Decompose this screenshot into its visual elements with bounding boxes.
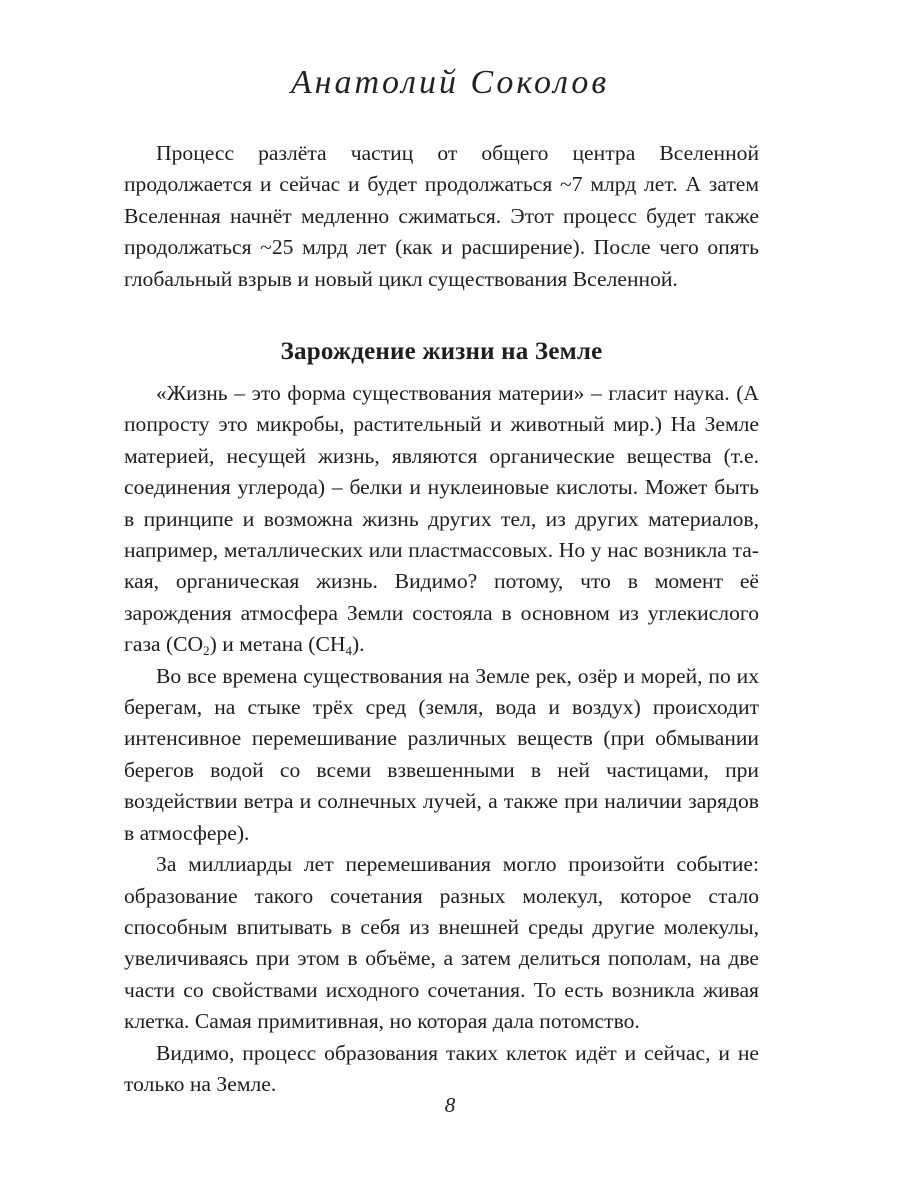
ch4-formula: $CH_4$ (315, 632, 352, 659)
paragraph-2: Во все времена существования на Земле рек, озёр и морей, по их берегам, на стыке трёх сред (земля, вода и воздух) происходит интенсивное перемешивание различных веществ (при обмывании берегов водой со всеми взвешенными в ней частицами, при воздействии ветра и солнечных лучей, а также при наличии зарядов в атмосфере). (124, 663, 759, 845)
paragraph-1 (124, 378, 759, 661)
co2-formula: $CO_2$ (173, 632, 210, 659)
intro-text (124, 138, 759, 295)
section-body (124, 378, 759, 1100)
paragraph-1-mid: ) и метана ( (209, 632, 316, 657)
running-header-author: Анатолий Соколов (290, 64, 610, 101)
intro-paragraph: Процесс разлёта частиц от общего центра Вселенной продолжается и сейчас и будет продолжаться ~7 млрд лет. А затем Вселенная начнёт медленно сжиматься. Этот процесс будет также продолжаться ~25 млрд лет (как и расширение). После чего опять глобальный взрыв и новый цикл существования Вселенной. (124, 141, 759, 291)
page-number: 8 (444, 1093, 456, 1117)
paragraph-3: За миллиарды лет перемешивания могло произойти событие: образование такого сочетания разных молекул, которое стало способным впитывать в себя из внешней среды другие молекулы, увеличиваясь при этом в объёме, а затем делиться пополам, на две части со свойствами исходного сочетания. То есть возникла живая клетка. Самая примитивная, но которая дала потомство. (124, 852, 759, 1034)
paragraph-1-main: «Жизнь – это форма существования материи» – гласит наука. (А попросту это микробы, растительный и животный мир.) На Земле материей, несущей жизнь, являются органические вещества (т.е. соединения углерода) – белки и нуклеиновые кислоты. Может быть в принципе и возможна жизнь других тел, из других материалов, например, металлических или пластмассовых. Но у нас возникла такая, органическая жизнь. Видимо? потому, что в момент её зарождения атмосфера Земли состояла в основном из углекислого газа ( (124, 381, 759, 657)
paragraph-4: Видимо, процесс образования таких клеток идёт и сейчас, и не только на Земле. (124, 1040, 759, 1096)
section-title: Зарождение жизни на Земле (280, 338, 603, 365)
paragraph-1-end: ). (351, 632, 365, 657)
